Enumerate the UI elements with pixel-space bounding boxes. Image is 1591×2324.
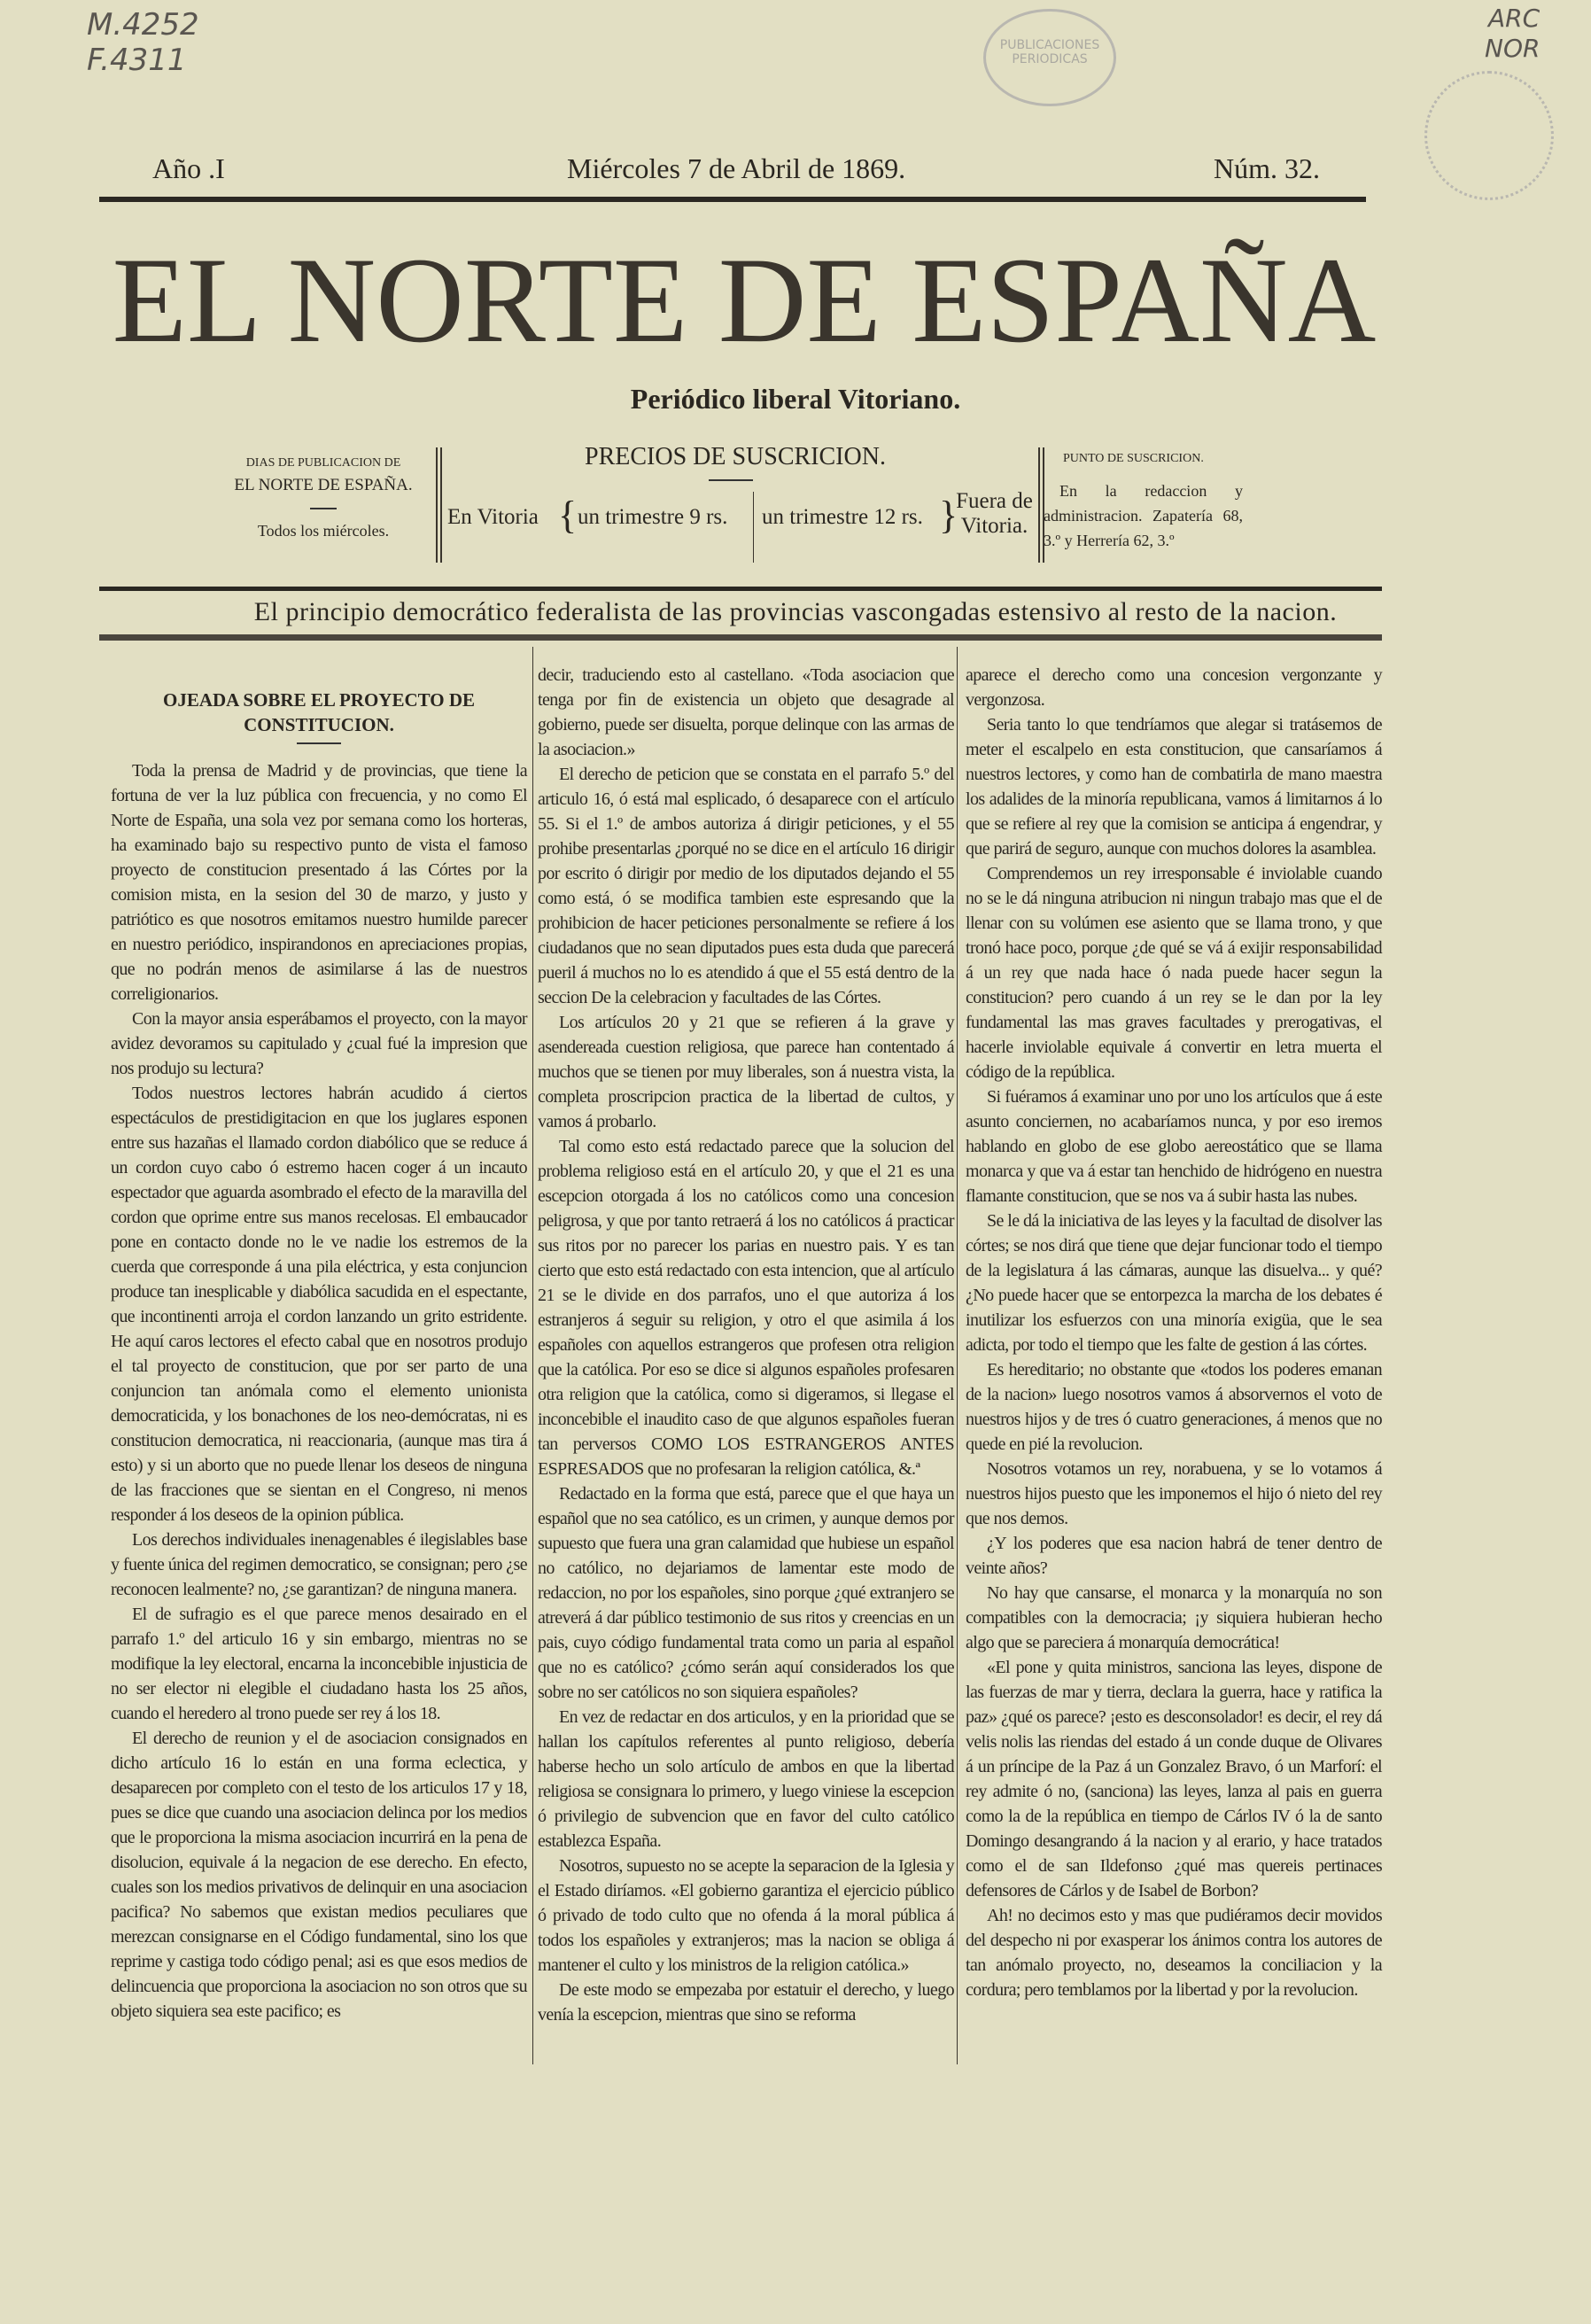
newspaper-subtitle: Periódico liberal Vitoriano. bbox=[630, 383, 961, 415]
paragraph: Seria tanto lo que tendríamos que alegar si tratásemos de meter el escalpelo en esta constitucion, que cansaríamos á nuestros lectores, y como han de combatirla de mano maestra los adalides de la minoría republicana, vamos á limitarnos á lo que se refiere al rey que la comision se anticipa á engendrar, y que parirá de seguro, aunque con muchos dolores la asamblea. bbox=[966, 715, 1382, 859]
motto-rule bbox=[99, 634, 1382, 641]
paragraph: El derecho de peticion que se constata en el parrafo 5.º del articulo 16, ó está mal esplicado, ó desaparece con el artículo 55. Si el 1.º de ambos autoriza á dirigir peticiones, y el 55 prohibe presentarlas ¿porqué no se dice en el artículo 16 dirigir por escrito ó dirigir por medio de los diputados dejando el 55 como está, ó se modifica tambien este espresando que la prohibicion de hacer peticiones personalmente se refiere á los ciudadanos que no sean diputados pues esta duda que parecerá pueril á muchos no lo es atendido á que el 55 está dentro de la seccion De la celebracion y facultades de las Córtes. bbox=[538, 765, 954, 1007]
paragraph: No hay que cansarse, el monarca y la monarquía no son compatibles con la democracia; ¡y siquiera hubieran hecho algo que se pareciera á monarquía democrática! bbox=[966, 1583, 1382, 1652]
issue-number: Núm. 32. bbox=[1214, 152, 1320, 184]
outside-price: un trimestre 12 rs. bbox=[762, 505, 923, 529]
handwritten-folio-number: F.4311 bbox=[87, 43, 187, 78]
paragraph: El de sufragio es el que parece menos desairado en el parrafo 1.º del articulo 16 y sin embargo, mientras no se modifique la ley electoral, encarna la inconcebible injusticia de no ser elector ni elegible el ciudadano hasta los 25 años, cuando el heredero al trono puede ser rey á los 18. bbox=[111, 1605, 527, 1723]
divider bbox=[709, 479, 753, 481]
outside-label: Fuera de Vitoria. bbox=[956, 489, 1033, 538]
paragraph: Redactado en la forma que está, parece que el que haya un español que no sea católico, es un crimen, y aunque demos por supuesto que fuera una gran calamidad que hubiese un español no católico, no dejariamos de lamentar este modo de redaccion, no por los españoles, sino porque ¿qué extranjero se atreverá á dar público testimonio de sus ritos y creencias en un pais, cuyo código fundamental trata como un paria al español que no es católico? ¿cómo serán aquí considerados los que sobre no ser católicos no son siquiera españoles? bbox=[538, 1484, 954, 1702]
masthead-rule bbox=[99, 587, 1382, 591]
paragraph: De este modo se empezaba por estatuir el derecho, y luego venía la escepcion, mientras que sino se reforma bbox=[538, 1980, 954, 2025]
paragraph: Nosotros, supuesto no se acepte la separacion de la Iglesia y el Estado diríamos. «El gobierno garantiza el ejercicio público ó privado de todo culto que no ofenda á la moral pública á todos los españoles y extranjeros; mas la nacion se obliga á mantener el culto y los ministros de la religion católica.» bbox=[538, 1856, 954, 1975]
handwritten-archive-mark-2: NOR bbox=[1485, 34, 1541, 63]
divider bbox=[440, 447, 442, 563]
library-stamp bbox=[983, 9, 1116, 106]
stamp-text: PUBLICACIONES PERIODICAS bbox=[999, 38, 1100, 66]
paragraph: «El pone y quita ministros, sanciona las leyes, dispone de las fuerzas de mar y tierra, declara la guerra, hace y ratifica la paz» ¿qué os parece? ¡esto es desconsolador! es decir, el rey dá velis nolis las riendas del estado á un conde duque de Olivares á un príncipe de la Paz á un Gonzalez Bravo, ó un Marforí: el rey admite ó no, (sanciona) las leyes, lanza al pais en guerra como la de la república en tiempo de Cárlos IV ó la de santo Domingo desangrando á la nacion y al erario, y hace tratados como el de san Ildefonso ¿qué mas quereis pertinaces defensores de Cárlos y de Isabel de Borbon? bbox=[966, 1658, 1382, 1900]
article-column-3 bbox=[966, 663, 1382, 2002]
paragraph: ¿Y los poderes que esa nacion habrá de tener dentro de veinte años? bbox=[966, 1534, 1382, 1578]
vitoria-price: un trimestre 9 rs. bbox=[578, 505, 728, 529]
year-label: Año .I bbox=[152, 152, 225, 184]
divider bbox=[310, 508, 337, 509]
vitoria-label: En Vitoria bbox=[447, 505, 539, 529]
paragraph: aparece el derecho como una concesion vergonzante y vergonzosa. bbox=[966, 665, 1382, 710]
brace: { bbox=[558, 494, 578, 537]
days-label: DIAS DE PUBLICACION DE bbox=[245, 456, 401, 470]
column-divider bbox=[532, 647, 533, 2064]
paragraph: Tal como esto está redactado parece que la solucion del problema religioso está en el artículo 20, y que el 21 es una escepcion otorgada á los no católicos como una concesion peligrosa, y que por tanto retraerá á los no católicos á practicar sus ritos por no parecer los parias en nuestro pais. Y es tan cierto que esto está redactado con esta intencion, que al artículo 21 se le divide en dos parrafos, uno el que autoriza á los estranjeros á seguir su religion, y otro el que asimila á los españoles con aquellos estrangeros que profesen otra religion que la católica. Por eso se dice si algunos españoles profesaren otra religion que la católica, como si digeramos, si llegase el inconcebible el inaudito caso de que algunos españoles fueran tan perversos COMO LOS ESTRANGEROS ANTES ESPRESADOS que no profesaran la religion católica, &.ª bbox=[538, 1137, 954, 1479]
subscription-point-text: En la redaccion y administracion. Zapatería 68, 3.º y Herrería 62, 3.º bbox=[1044, 482, 1243, 549]
paragraph: Comprendemos un rey irresponsable é inviolable cuando no se le dá ninguna atribucion ni ningun trabajo mas que el de llenar con su volúmen ese asiento que se llama trono, y que tronó hace poco, porque ¿de qué se vá á exijir responsabilidad á un rey que nada hace ó nada puede hacer segun la constitucion? pero cuando á un rey se le dan por la ley fundamental las mas graves facultades y prerogativas, el hacerle inviolable equivale á convertir en letra muerta el código de la república. bbox=[966, 864, 1382, 1082]
paragraph: Los artículos 20 y 21 que se refieren á la grave y asendereada cuestion religiosa, que parece han contentado á muchos que se tienen por muy liberales, son á nuestra vista, la completa proscripcion practica de la libertad de cultos, y vamos á probarlo. bbox=[538, 1013, 954, 1131]
column-divider bbox=[957, 647, 958, 2064]
paragraph: Los derechos individuales inenagenables é ilegislables base y fuente única del regimen democratico, se consignan; pero ¿se reconocen lealmente? no, ¿se garantizan? de ninguna manera. bbox=[111, 1530, 527, 1599]
paragraph: El derecho de reunion y el de asociacion consignados en dicho artículo 16 lo están en una forma eclectica, y desaparecen por completo con el testo de los articulos 17 y 18, pues se dice que cuando una asociacion delinca por los medios que le proporciona la misma asociacion incurrirá en la pena de disolucion, equivale á la negacion de ese derecho. En efecto, cuales son los medios privativos de delinquir en una asociacion pacifica? No sabemos que existan medios peculiares que merezcan consignarse en el Código fundamental, sino los que reprime y castiga todo código penal; asi es que esos medios de delincuencia que proporciona la asociacion no son otros que su objeto siquiera sea este pacifico; es bbox=[111, 1729, 527, 2021]
divider bbox=[297, 742, 341, 744]
paragraph: Todos nuestros lectores habrán acudido á ciertos espectáculos de prestidigitacion en que los juglares esponen entre sus hazañas el llamado cordon diabólico que se reduce á un cordon cuyo cabo ó estremo hacen coger á un incauto espectador que aguarda asombrado el efecto de la maravilla del cordon que oprime entre sus manos recelosas. El embaucador pone en contacto donde no le ve nadie los estremos de la cuerda que corresponde á una pila eléctrica, y esta conjuncion produce tan inesplicable y diabólica sacudida en el espectante, que incontinenti arroja el cordon lanzando un grito estridente. He aquí caros lectores el efecto cabal que en nosotros produjo el tal proyecto de constitucion, que por ser parto de una conjuncion tan anómala como el elemento unionista democraticida, y los bonachones de los neo-demócratas, ni es constitucion democratica, ni reaccionaria, (aunque mas tira á esto) y si un aborto que no puede llenar los deseos de ninguna de las fracciones que se sientan en el Congreso, ni menos responder á los deseos de la opinion pública. bbox=[111, 1084, 527, 1525]
days-paper: EL NORTE DE ESPAÑA. bbox=[234, 476, 413, 494]
handwritten-archive-mark: ARC bbox=[1488, 4, 1541, 33]
paragraph: Nosotros votamos un rey, norabuena, y se lo votamos á nuestros hijos puesto que les imponemos el hijo ó nieto del rey que nos demos. bbox=[966, 1459, 1382, 1528]
paragraph: Si fuéramos á examinar uno por uno los artículos que á este asunto conciernen, no acabaríamos nunca, y por eso iremos hablando en globo de ese globo aereostático que se llama monarca y que va á estar tan henchido de hidrógeno en nuestra flamante constitucion, que se nos va á subir hasta las nubes. bbox=[966, 1087, 1382, 1206]
subscription-point-title: PUNTO DE SUSCRICION. bbox=[1063, 452, 1204, 465]
prices-title: PRECIOS DE SUSCRICION. bbox=[585, 443, 886, 470]
paragraph: Con la mayor ansia esperábamos el proyecto, con la mayor avidez devoramos su capitulado y ¿cual fué la impresion que nos produjo su lectura? bbox=[111, 1009, 527, 1078]
publication-days bbox=[213, 456, 434, 540]
handwritten-catalog-number: M.4252 bbox=[87, 7, 199, 43]
article-column-1 bbox=[111, 670, 527, 2024]
motto: El principio democrático federalista de las provincias vascongadas estensivo al resto de la nacion. bbox=[253, 597, 1338, 626]
header-rule bbox=[99, 197, 1366, 202]
paragraph: Ah! no decimos esto y mas que pudiéramos decir movidos del despecho ni por exasperar los ánimos contra los autores de tan anómalo proyecto, no, deseamos la conciliacion y la cordura; pero temblamos por la libertad y por la revolucion. bbox=[966, 1906, 1382, 2000]
paragraph: En vez de redactar en dos articulos, y en la prioridad que se hallan los capítulos referentes al punto religioso, debería haberse hecho un solo artículo de ambos en que la libertad religiosa se consignara lo primero, y luego viniese la escepcion ó privilegio de subvencion que en favor del culto católico establezca España. bbox=[538, 1707, 954, 1851]
paragraph: Se le dá la iniciativa de las leyes y la facultad de disolver las córtes; se nos dirá que tiene que dejar funcionar todo el tiempo de la legislatura á las cámaras, aunque las disuelva... y qué? ¿No puede hacer que se entorpezca la marcha de los debates é inutilizar los esfuerzos con una minoría exigüa, que le sea adicta, por todo el tiempo que les falte de gestion á las córtes. bbox=[966, 1211, 1382, 1355]
divider bbox=[436, 447, 438, 563]
paragraph: Toda la prensa de Madrid y de provincias, que tiene la fortuna de ver la luz pública con frecuencia, y no como El Norte de España, una sola vez por semana como los horteras, ha examinado bajo su respectivo punto de vista el famoso proyecto de constitucion presentado á las Córtes por la comision mista, en la sesion del 30 de marzo, y justo y patriótico es que nosotros emitamos nuestro humilde parecer en nuestro periódico, inspirandonos en apreciaciones propias, que no podrán menos de asimilarse á las de nuestros correligionarios. bbox=[111, 761, 527, 1004]
newspaper-title: EL NORTE DE ESPAÑA bbox=[112, 232, 1377, 368]
divider bbox=[1038, 447, 1040, 563]
article-heading: OJEADA SOBRE EL PROYECTO DE CONSTITUCION. bbox=[162, 689, 476, 735]
brace: } bbox=[939, 494, 958, 537]
issue-date: Miércoles 7 de Abril de 1869. bbox=[567, 152, 906, 184]
article-column-2 bbox=[538, 663, 954, 2027]
paragraph: Es hereditario; no obstante que «todos los poderes emanan de la nacion» luego nosotros vamos á absorvernos el voto de nuestros hijos y de tres ó cuatro generaciones, á menos que no quede en pié la revolucion. bbox=[966, 1360, 1382, 1454]
divider bbox=[753, 492, 754, 563]
days-value: Todos los miércoles. bbox=[257, 522, 390, 540]
paragraph: decir, traduciendo esto al castellano. «Toda asociacion que tenga por fin de existencia un objeto que desagrade al gobierno, puede ser disuelta, porque delinque con las armas de la asociacion.» bbox=[538, 665, 954, 759]
round-seal bbox=[1424, 71, 1554, 200]
